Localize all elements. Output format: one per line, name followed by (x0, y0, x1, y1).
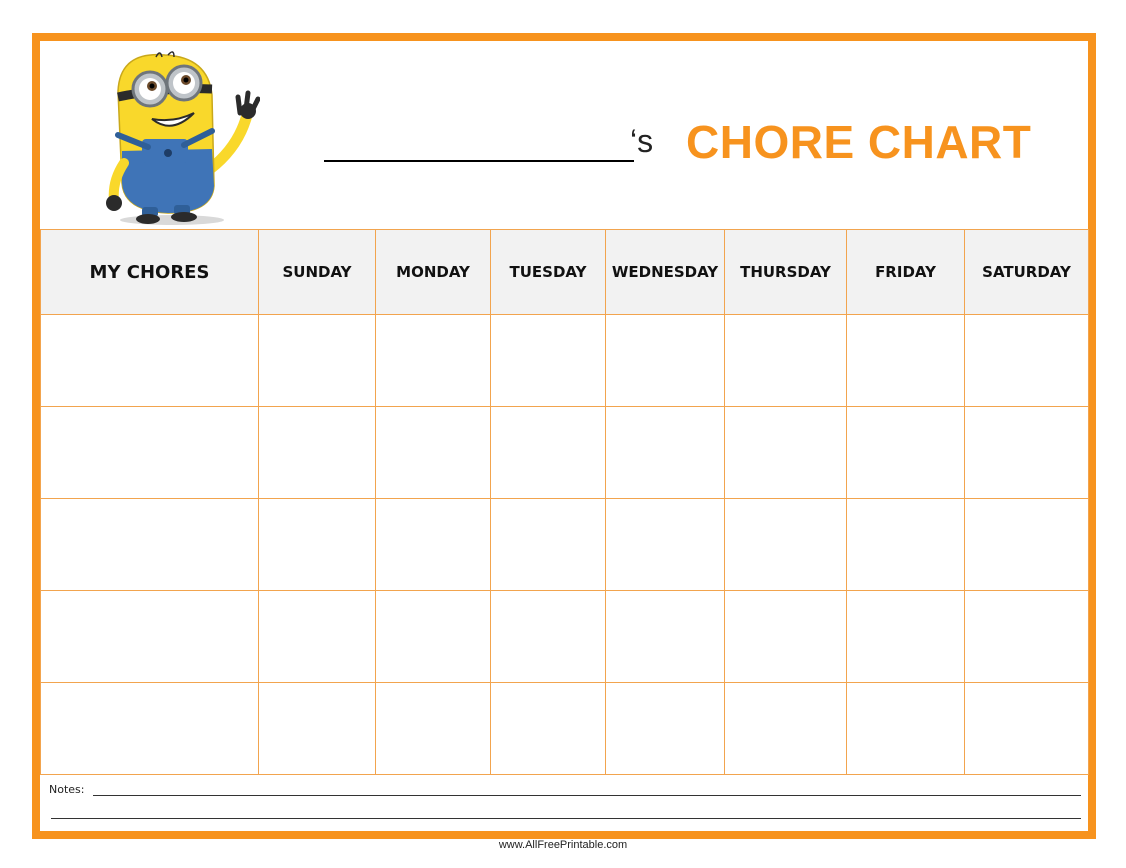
day-cell[interactable] (725, 315, 847, 407)
day-cell[interactable] (376, 499, 491, 591)
notes-area (40, 775, 1088, 831)
day-cell[interactable] (259, 407, 376, 499)
day-cell[interactable] (259, 315, 376, 407)
table-row (41, 315, 1089, 407)
table-header-row (41, 230, 1089, 315)
day-cell[interactable] (491, 499, 606, 591)
column-header-monday: MONDAY (376, 230, 491, 315)
day-cell[interactable] (606, 407, 725, 499)
day-cell[interactable] (376, 591, 491, 683)
column-header-tuesday: TUESDAY (491, 230, 606, 315)
day-cell[interactable] (725, 683, 847, 775)
day-cell[interactable] (259, 683, 376, 775)
notes-line[interactable] (51, 818, 1081, 819)
column-header-saturday: SATURDAY (965, 230, 1089, 315)
day-cell[interactable] (259, 499, 376, 591)
notes-label: Notes: (49, 783, 85, 796)
notes-line[interactable] (93, 795, 1081, 796)
day-cell[interactable] (725, 407, 847, 499)
day-cell[interactable] (491, 407, 606, 499)
chore-cell[interactable] (41, 407, 259, 499)
day-cell[interactable] (259, 591, 376, 683)
chore-cell[interactable] (41, 591, 259, 683)
day-cell[interactable] (491, 315, 606, 407)
day-cell[interactable] (965, 407, 1089, 499)
column-header-friday: FRIDAY (847, 230, 965, 315)
chore-table (40, 229, 1089, 775)
table-row (41, 683, 1089, 775)
chart-title: CHORE CHART (686, 116, 1032, 168)
day-cell[interactable] (376, 683, 491, 775)
column-header-my-chores: MY CHORES (41, 230, 259, 315)
column-header-wednesday: WEDNESDAY (606, 230, 725, 315)
day-cell[interactable] (965, 683, 1089, 775)
possessive-suffix: ‘s (630, 123, 654, 159)
day-cell[interactable] (965, 499, 1089, 591)
chore-chart-sheet (32, 33, 1096, 839)
day-cell[interactable] (847, 683, 965, 775)
day-cell[interactable] (376, 315, 491, 407)
day-cell[interactable] (376, 407, 491, 499)
day-cell[interactable] (491, 591, 606, 683)
chore-cell[interactable] (41, 315, 259, 407)
day-cell[interactable] (725, 499, 847, 591)
day-cell[interactable] (847, 315, 965, 407)
footer-site-credit: www.AllFreePrintable.com (498, 839, 628, 851)
day-cell[interactable] (491, 683, 606, 775)
table-row (41, 499, 1089, 591)
column-header-sunday: SUNDAY (259, 230, 376, 315)
table-row (41, 407, 1089, 499)
chart-header (40, 41, 1088, 229)
column-header-thursday: THURSDAY (725, 230, 847, 315)
name-blank-line (324, 160, 634, 162)
day-cell[interactable] (965, 315, 1089, 407)
day-cell[interactable] (847, 407, 965, 499)
day-cell[interactable] (606, 499, 725, 591)
day-cell[interactable] (847, 591, 965, 683)
day-cell[interactable] (847, 499, 965, 591)
day-cell[interactable] (965, 591, 1089, 683)
chore-cell[interactable] (41, 683, 259, 775)
chore-cell[interactable] (41, 499, 259, 591)
table-row (41, 591, 1089, 683)
minion-mascot-icon (90, 51, 260, 226)
day-cell[interactable] (606, 315, 725, 407)
day-cell[interactable] (606, 591, 725, 683)
day-cell[interactable] (606, 683, 725, 775)
day-cell[interactable] (725, 591, 847, 683)
